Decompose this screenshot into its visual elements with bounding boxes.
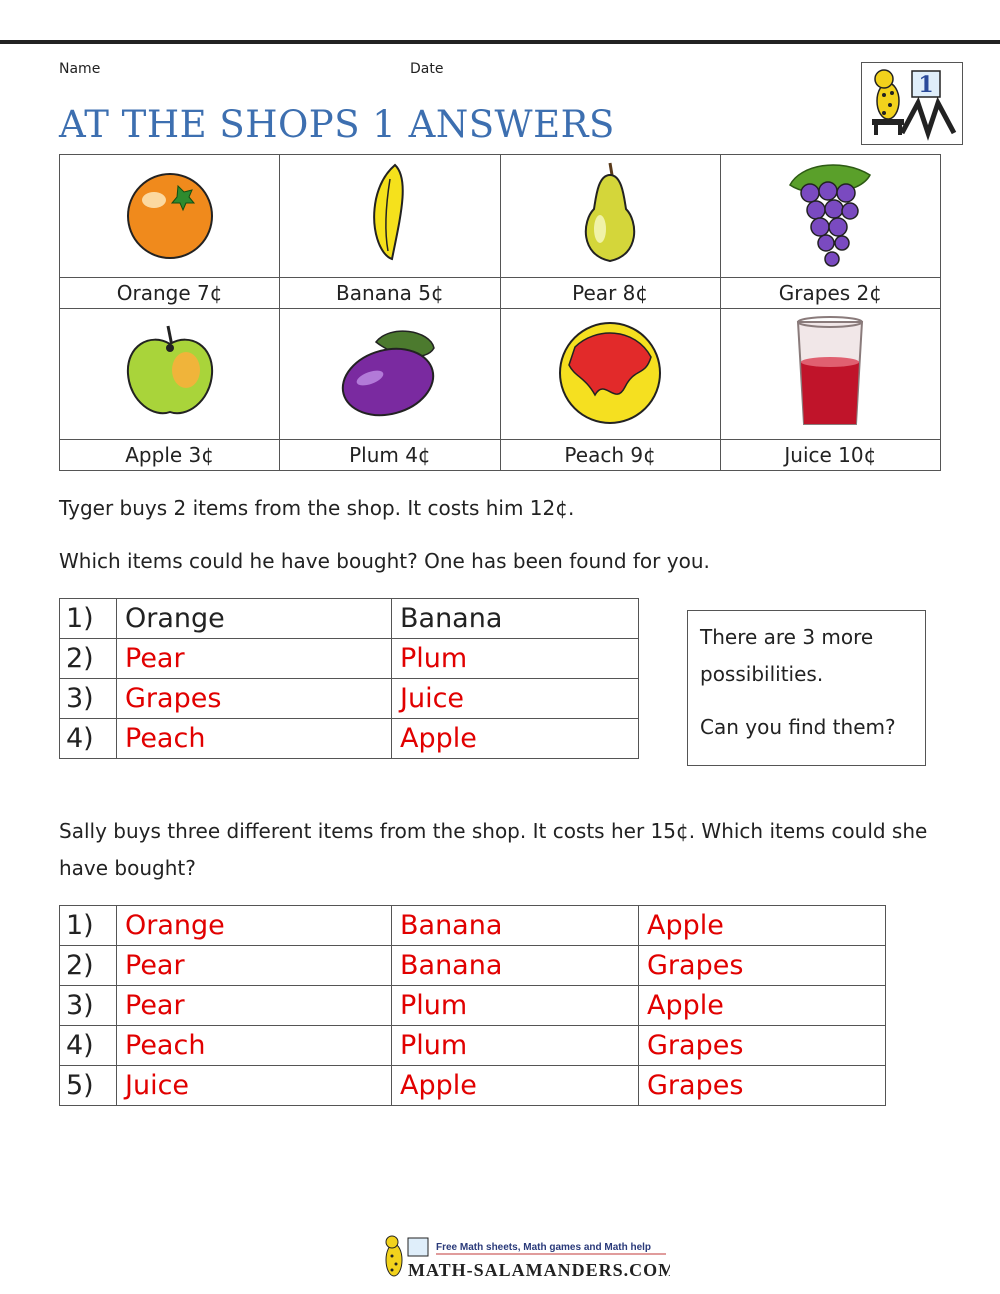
item-label: Pear 8¢ <box>500 278 720 309</box>
row-number: 2) <box>60 639 117 679</box>
table-row <box>60 1026 886 1066</box>
price-grid <box>59 154 941 471</box>
answer-cell: Banana <box>392 599 639 639</box>
answer-cell: Grapes <box>639 946 886 986</box>
top-rule <box>0 40 1000 44</box>
item-label: Plum 4¢ <box>280 440 500 471</box>
peach-cell <box>500 309 720 440</box>
hint-question: Can you find them? <box>700 715 896 739</box>
banana-icon <box>340 159 440 269</box>
answer-cell: Grapes <box>639 1066 886 1106</box>
hint-box <box>687 610 926 766</box>
orange-cell <box>60 155 280 278</box>
plum-icon <box>330 322 450 422</box>
row-number: 1) <box>60 906 117 946</box>
table-row <box>60 719 639 759</box>
pear-cell <box>500 155 720 278</box>
question2-text: Sally buys three different items from the shop. It costs her 15¢. Which items could she have bought? <box>59 819 928 880</box>
row-number: 1) <box>60 599 117 639</box>
footer-tagline: Free Math sheets, Math games and Math help <box>436 1242 652 1253</box>
apple-icon <box>120 322 220 422</box>
row-number: 2) <box>60 946 117 986</box>
answer-cell: Apple <box>392 719 639 759</box>
table-row <box>60 679 639 719</box>
answer-cell: Plum <box>392 1026 639 1066</box>
page-title: AT THE SHOPS 1 ANSWERS <box>59 103 615 146</box>
juice-cell <box>720 309 940 440</box>
item-label: Apple 3¢ <box>60 440 280 471</box>
answer-cell: Pear <box>117 986 392 1026</box>
answer-cell: Peach <box>117 719 392 759</box>
table-row <box>60 946 886 986</box>
answer-table-two-items <box>59 598 639 759</box>
answer-cell: Orange <box>117 599 392 639</box>
footer-site: MATH-SALAMANDERS.COM <box>408 1260 670 1280</box>
row-number: 5) <box>60 1066 117 1106</box>
answer-table-three-items <box>59 905 886 1106</box>
question1-text: Tyger buys 2 items from the shop. It costs him 12¢. <box>59 496 575 520</box>
table-row <box>60 906 886 946</box>
peach-icon <box>555 317 665 427</box>
item-label: Peach 9¢ <box>500 440 720 471</box>
answer-cell: Grapes <box>117 679 392 719</box>
question1-instruction: Which items could he have bought? One has been found for you. <box>59 549 710 573</box>
answer-cell: Apple <box>392 1066 639 1106</box>
footer-logo <box>380 1234 670 1282</box>
item-label: Orange 7¢ <box>60 278 280 309</box>
answer-cell: Juice <box>117 1066 392 1106</box>
apple-cell <box>60 309 280 440</box>
answer-cell: Pear <box>117 946 392 986</box>
juice-icon <box>790 312 870 432</box>
row-number: 3) <box>60 986 117 1026</box>
answer-cell: Banana <box>392 906 639 946</box>
orange-icon <box>120 164 220 264</box>
answer-cell: Plum <box>392 639 639 679</box>
plum-cell <box>280 309 500 440</box>
item-label: Grapes 2¢ <box>720 278 940 309</box>
grapes-icon <box>770 155 890 273</box>
answer-cell: Juice <box>392 679 639 719</box>
item-label: Banana 5¢ <box>280 278 500 309</box>
banana-cell <box>280 155 500 278</box>
answer-cell: Orange <box>117 906 392 946</box>
item-label: Juice 10¢ <box>720 440 940 471</box>
logo-number: 1 <box>918 72 934 98</box>
answer-cell: Peach <box>117 1026 392 1066</box>
answer-cell: Banana <box>392 946 639 986</box>
salamander-logo <box>861 62 963 145</box>
row-number: 4) <box>60 1026 117 1066</box>
table-row <box>60 639 639 679</box>
table-row <box>60 1066 886 1106</box>
table-row <box>60 599 639 639</box>
answer-cell: Apple <box>639 986 886 1026</box>
grapes-cell <box>720 155 940 278</box>
answer-cell: Apple <box>639 906 886 946</box>
row-number: 4) <box>60 719 117 759</box>
table-row <box>60 986 886 1026</box>
name-label: Name <box>59 61 101 77</box>
pear-icon <box>560 159 660 269</box>
answer-cell: Pear <box>117 639 392 679</box>
date-label: Date <box>410 61 444 77</box>
answer-cell: Plum <box>392 986 639 1026</box>
row-number: 3) <box>60 679 117 719</box>
hint-text: There are 3 more possibilities. <box>700 625 874 686</box>
answer-cell: Grapes <box>639 1026 886 1066</box>
